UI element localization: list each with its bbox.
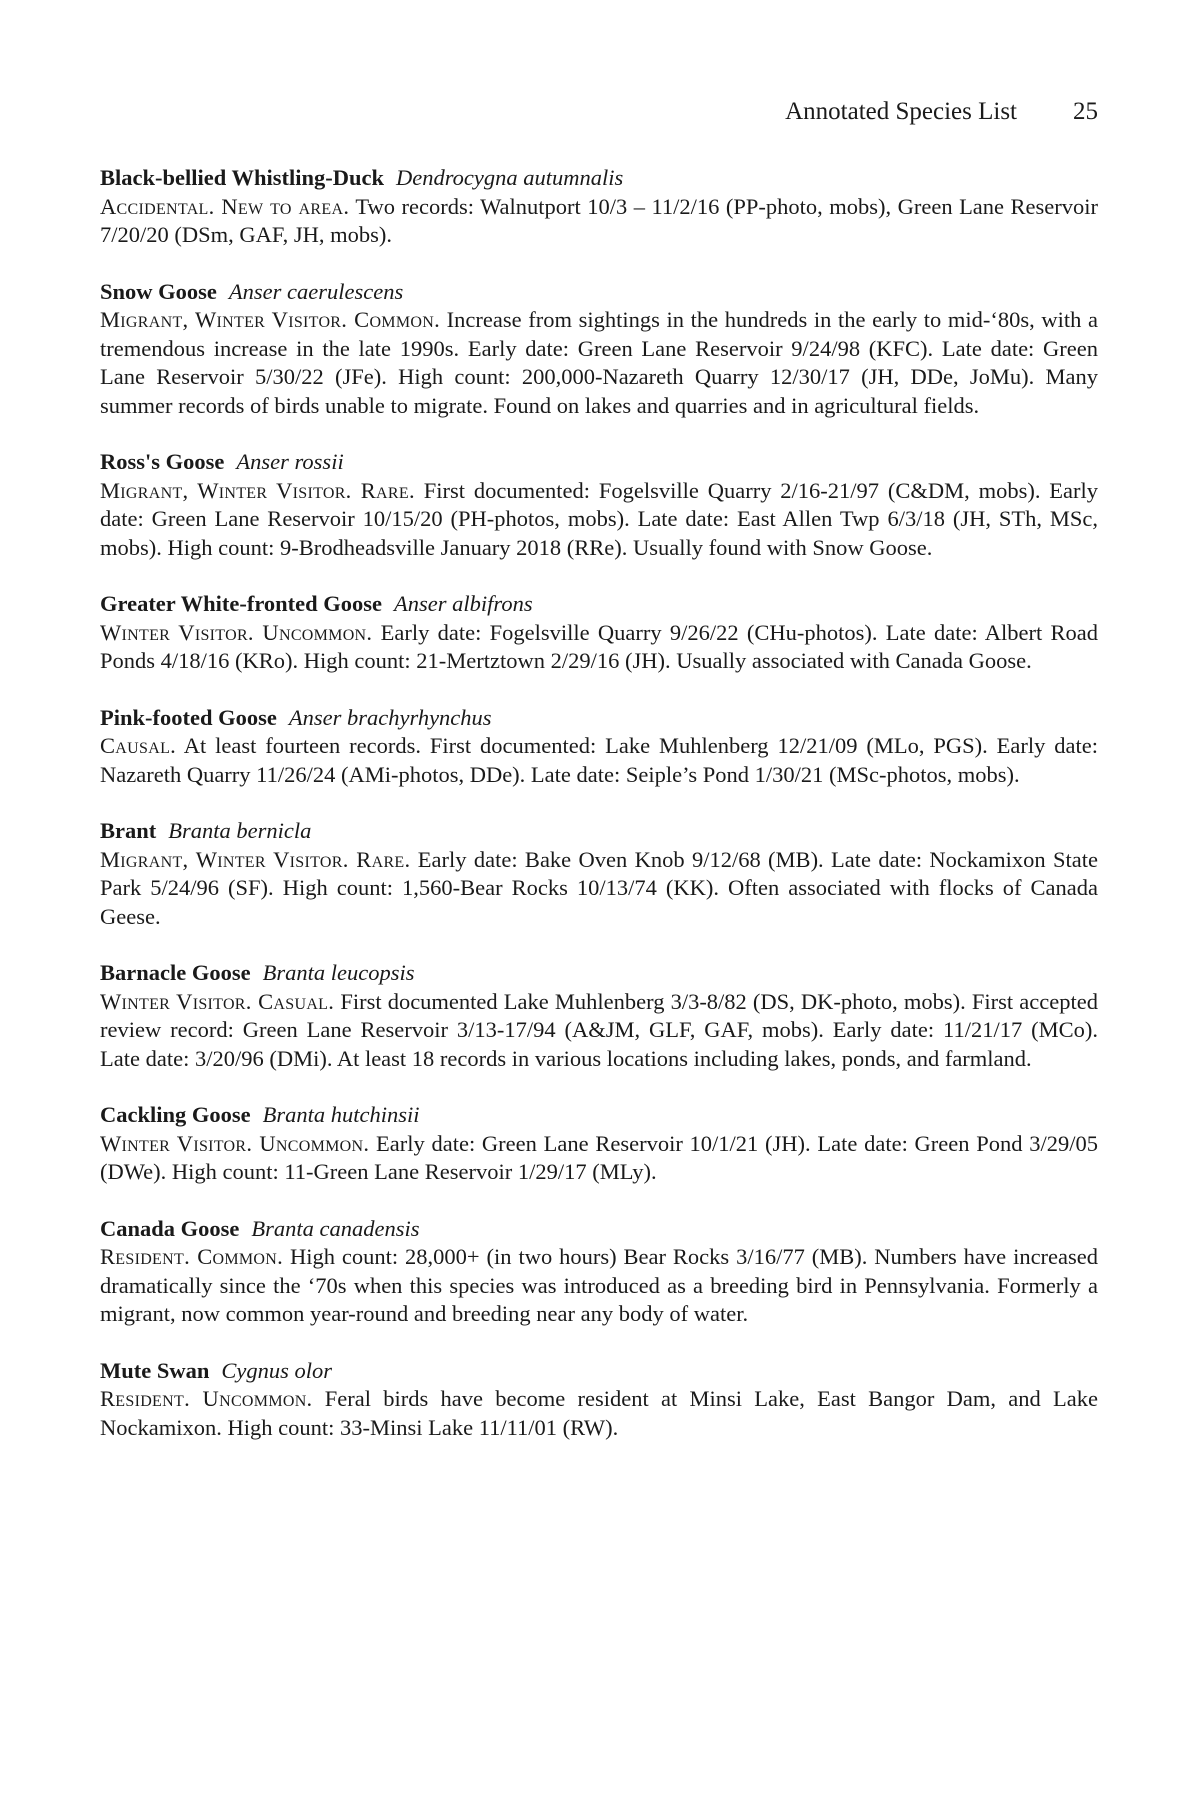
species-description (100, 306, 1098, 420)
species-heading (100, 1101, 1098, 1130)
scientific-name: Branta canadensis (251, 1215, 420, 1241)
species-heading (100, 278, 1098, 307)
status-label: Migrant, Winter Visitor. Rare. (100, 846, 411, 872)
species-entry (100, 1215, 1098, 1329)
species-entry (100, 164, 1098, 250)
species-heading (100, 1215, 1098, 1244)
scientific-name: Anser brachyrhynchus (288, 704, 492, 730)
scientific-name: Branta hutchinsii (262, 1102, 420, 1127)
description-text: First documented: Fogelsville Quarry 2/16-21/97 (C&DM, mobs). Early date: Green Lane Reservoir 10/15/20 (PH-photos, mobs). Late date: East Allen Twp 6/3/18 (JH, STh, MSc, mobs). High count: 9-Brodheadsville January 2018 (RRe). Usually found with Snow Goose. (100, 477, 1099, 560)
status-label: Migrant, Winter Visitor. Common. (100, 307, 440, 332)
status-label: Resident. Common. (100, 1244, 284, 1269)
common-name: Mute Swan (100, 1357, 210, 1383)
species-heading (100, 590, 1098, 619)
description-text: High count: 28,000+ (in two hours) Bear Rocks 3/16/77 (MB). Numbers have increased dramatically since the ‘70s when this species was introduced as a breeding bird in Pennsylvania. Formerly a migrant, now common year-round and breeding near any body of water. (100, 1244, 1099, 1326)
scientific-name: Anser albifrons (394, 591, 533, 616)
scientific-name: Cygnus olor (221, 1357, 333, 1383)
status-label: Causal. (100, 733, 177, 758)
page-number: 25 (1073, 98, 1098, 125)
status-label: Resident. Uncommon. (100, 1386, 313, 1411)
running-header (740, 98, 1098, 126)
status-label: Winter Visitor. Casual. (100, 988, 335, 1014)
description-text: At least fourteen records. First documented: Lake Muhlenberg 12/21/09 (MLo, PGS). Early date: Nazareth Quarry 11/26/24 (AMi-photos, DDe). Late date: Seiple’s Pond 1/30/21 (MSc-photos, mobs). (100, 733, 1098, 787)
common-name: Brant (100, 818, 157, 843)
species-description (100, 988, 1098, 1074)
status-label: Winter Visitor. Uncommon. (100, 1130, 370, 1156)
common-name: Barnacle Goose (100, 960, 251, 985)
species-heading (100, 164, 1098, 193)
section-title: Annotated Species List (785, 98, 1017, 125)
common-name: Greater White-fronted Goose (100, 591, 383, 616)
species-description (100, 477, 1098, 563)
common-name: Cackling Goose (100, 1102, 251, 1127)
description-text: Early date: Bake Oven Knob 9/12/68 (MB). Late date: Nockamixon State Park 5/24/96 (SF). High count: 1,560-Bear Rocks 10/13/74 (KK). Often associated with flocks of Canada Geese. (100, 846, 1098, 929)
description-text: Early date: Fogelsville Quarry 9/26/22 (CHu-photos). Late date: Albert Road Ponds 4/18/16 (KRo). High count: 21-Mertztown 2/29/16 (JH). Usually associated with Canada Goose. (100, 619, 1098, 673)
status-label: Migrant, Winter Visitor. Rare. (100, 477, 415, 503)
species-heading (100, 817, 1098, 846)
species-heading (100, 959, 1098, 988)
species-description (100, 732, 1098, 789)
scientific-name: Anser rossii (236, 449, 344, 474)
species-description (100, 193, 1098, 250)
species-entry (100, 1357, 1098, 1443)
scientific-name: Dendrocygna autumnalis (396, 165, 624, 190)
status-label: Winter Visitor. Uncommon. (100, 619, 373, 645)
species-description (100, 1243, 1098, 1329)
species-list (100, 164, 1098, 1470)
species-entry (100, 959, 1098, 1073)
species-description (100, 1130, 1098, 1187)
scientific-name: Anser caerulescens (228, 278, 404, 304)
description-text: First documented Lake Muhlenberg 3/3-8/82 (DS, DK-photo, mobs). First accepted review record: Green Lane Reservoir 3/13-17/94 (A&JM, GLF, GAF, mobs). Early date: 11/21/17 (MCo). Late date: 3/20/96 (DMi). At least 18 records in various locations including lakes, ponds, and farmland. (100, 988, 1098, 1071)
species-entry (100, 704, 1098, 790)
common-name: Canada Goose (100, 1215, 240, 1241)
species-entry (100, 590, 1098, 676)
species-description (100, 846, 1098, 932)
scientific-name: Branta leucopsis (262, 960, 415, 985)
species-heading (100, 1357, 1098, 1386)
species-entry (100, 1101, 1098, 1187)
status-label: Accidental. New to area. (100, 193, 350, 219)
common-name: Black-bellied Whistling-Duck (100, 165, 385, 190)
common-name: Ross's Goose (100, 449, 225, 474)
description-text: Feral birds have become resident at Minsi Lake, East Bangor Dam, and Lake Nockamixon. High count: 33-Minsi Lake 11/11/01 (RW). (100, 1386, 1099, 1440)
species-entry (100, 817, 1098, 931)
species-description (100, 1385, 1098, 1442)
species-entry (100, 448, 1098, 562)
common-name: Pink-footed Goose (100, 704, 277, 730)
species-heading (100, 448, 1098, 477)
scientific-name: Branta bernicla (168, 818, 312, 843)
description-text: Increase from sightings in the hundreds in the early to mid-‘80s, with a tremendous increase in the late 1990s. Early date: Green Lane Reservoir 9/24/98 (KFC). Late date: Green Lane Reservoir 5/30/22 (JFe). High count: 200,000-Nazareth Quarry 12/30/17 (JH, DDe, JoMu). Many summer records of birds unable to migrate. Found on lakes and quarries and in agricultural fields. (100, 307, 1098, 418)
description-text: Two records: Walnutport 10/3 – 11/2/16 (PP-photo, mobs), Green Lane Reservoir 7/20/20 (DSm, GAF, JH, mobs). (100, 193, 1098, 247)
species-description (100, 619, 1098, 676)
description-text: Early date: Green Lane Reservoir 10/1/21 (JH). Late date: Green Pond 3/29/05 (DWe). High count: 11-Green Lane Reservoir 1/29/17 (MLy). (100, 1130, 1099, 1184)
common-name: Snow Goose (100, 278, 217, 304)
species-heading (100, 704, 1098, 733)
species-entry (100, 278, 1098, 421)
